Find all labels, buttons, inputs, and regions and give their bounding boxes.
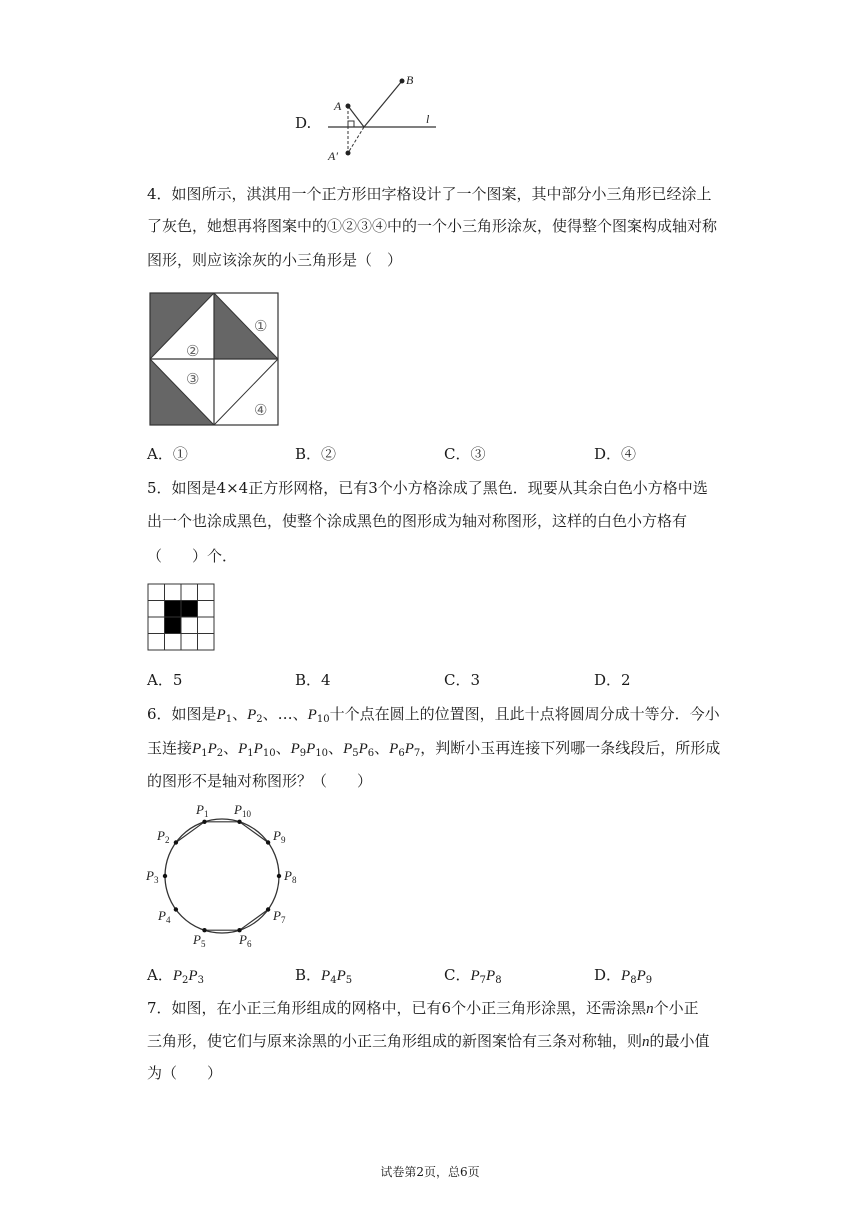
q6-stem-line-1: 6．如图是$P_1$、$P_2$、…、$P_{10}$十个点在圆上的位置图，且此十点将圆周分成十等分．今小 [147,705,720,725]
q6-stem-line-2: 玉连接$P_1P_2$、$P_1P_{10}$、$P_9P_{10}$、$P_5P_6$、$P_6P_7$，判断小玉再连接下列哪一条线段后，所形成 [147,739,721,759]
q7-stem-line-2: 三角形，使它们与原来涂黑的小正三角形组成的新图案恰有三条对称轴，则n的最小值 [147,1032,710,1050]
q4-option-c: C．③ [444,445,486,463]
point-aprime-label: A′ [328,149,338,163]
point-p6-label: $P_6$ [239,932,252,949]
q6-option-b: B．$P_4P_5$ [295,966,353,986]
point-p2-label: $P_2$ [157,828,170,845]
q6-option-c: C．$P_7P_8$ [444,966,502,986]
q3-option-d-label: D. [295,114,312,132]
point-p3-label: $P_3$ [146,868,159,885]
point-a-label: A [334,99,342,113]
q7-stem-line-1: 7．如图，在小正三角形组成的网格中，已有6个小正三角形涂黑，还需涂黑n个小正 [147,999,699,1017]
q4-stem-line-2: 了灰色，她想再将图案中的①②③④中的一个小三角形涂灰，使得整个图案构成轴对称 [147,217,718,235]
point-p4-label: $P_4$ [158,908,171,925]
point-p9-label: $P_9$ [273,828,286,845]
point-p5-label: $P_5$ [193,932,206,949]
q4-label-2: ② [186,344,200,360]
point-p10-label: $P_{10}$ [234,802,251,819]
q4-figure [150,293,278,425]
q5-option-a: A．5 [147,671,183,689]
q6-option-d: D．$P_8P_9$ [594,966,653,986]
q6-circle-figure [140,796,310,956]
q6-option-a: A．$P_2P_3$ [147,966,204,986]
point-p1-label: $P_1$ [196,802,209,819]
q6-stem-line-3: 的图形不是轴对称图形？（ ） [147,772,373,790]
q5-stem-line-2: 出一个也涂成黑色，使整个涂成黑色的图形成为轴对称图形，这样的白色小方格有 [147,512,688,530]
q4-stem-line-3: 图形，则应该涂灰的小三角形是（ ） [147,251,403,269]
page-footer: 试卷第2页，总6页 [380,1165,480,1179]
point-b-label: B [406,73,414,87]
q4-option-d: D．④ [594,445,637,463]
line-l-label: l [426,112,430,126]
q4-label-1: ① [254,319,268,335]
q4-label-3: ③ [186,372,200,388]
point-p7-label: $P_7$ [273,908,286,925]
q4-option-a: A．① [147,445,188,463]
q7-stem-line-3: 为（ ） [147,1064,223,1082]
q5-grid-figure [148,584,214,650]
q3-option-d-figure [320,70,450,170]
q4-stem-line-1: 4．如图所示，淇淇用一个正方形田字格设计了一个图案，其中部分小三角形已经涂上 [147,185,712,203]
q4-option-b: B．② [295,445,337,463]
q5-option-c: C．3 [444,671,481,689]
q5-stem-line-3: （ ）个． [147,547,238,565]
q5-stem-line-1: 5．如图是4×4正方形网格，已有3个小方格涂成了黑色．现要从其余白色小方格中选 [147,479,708,497]
q5-option-d: D．2 [594,671,631,689]
q4-label-4: ④ [254,403,268,419]
q5-option-b: B．4 [295,671,331,689]
point-p8-label: $P_8$ [284,868,297,885]
